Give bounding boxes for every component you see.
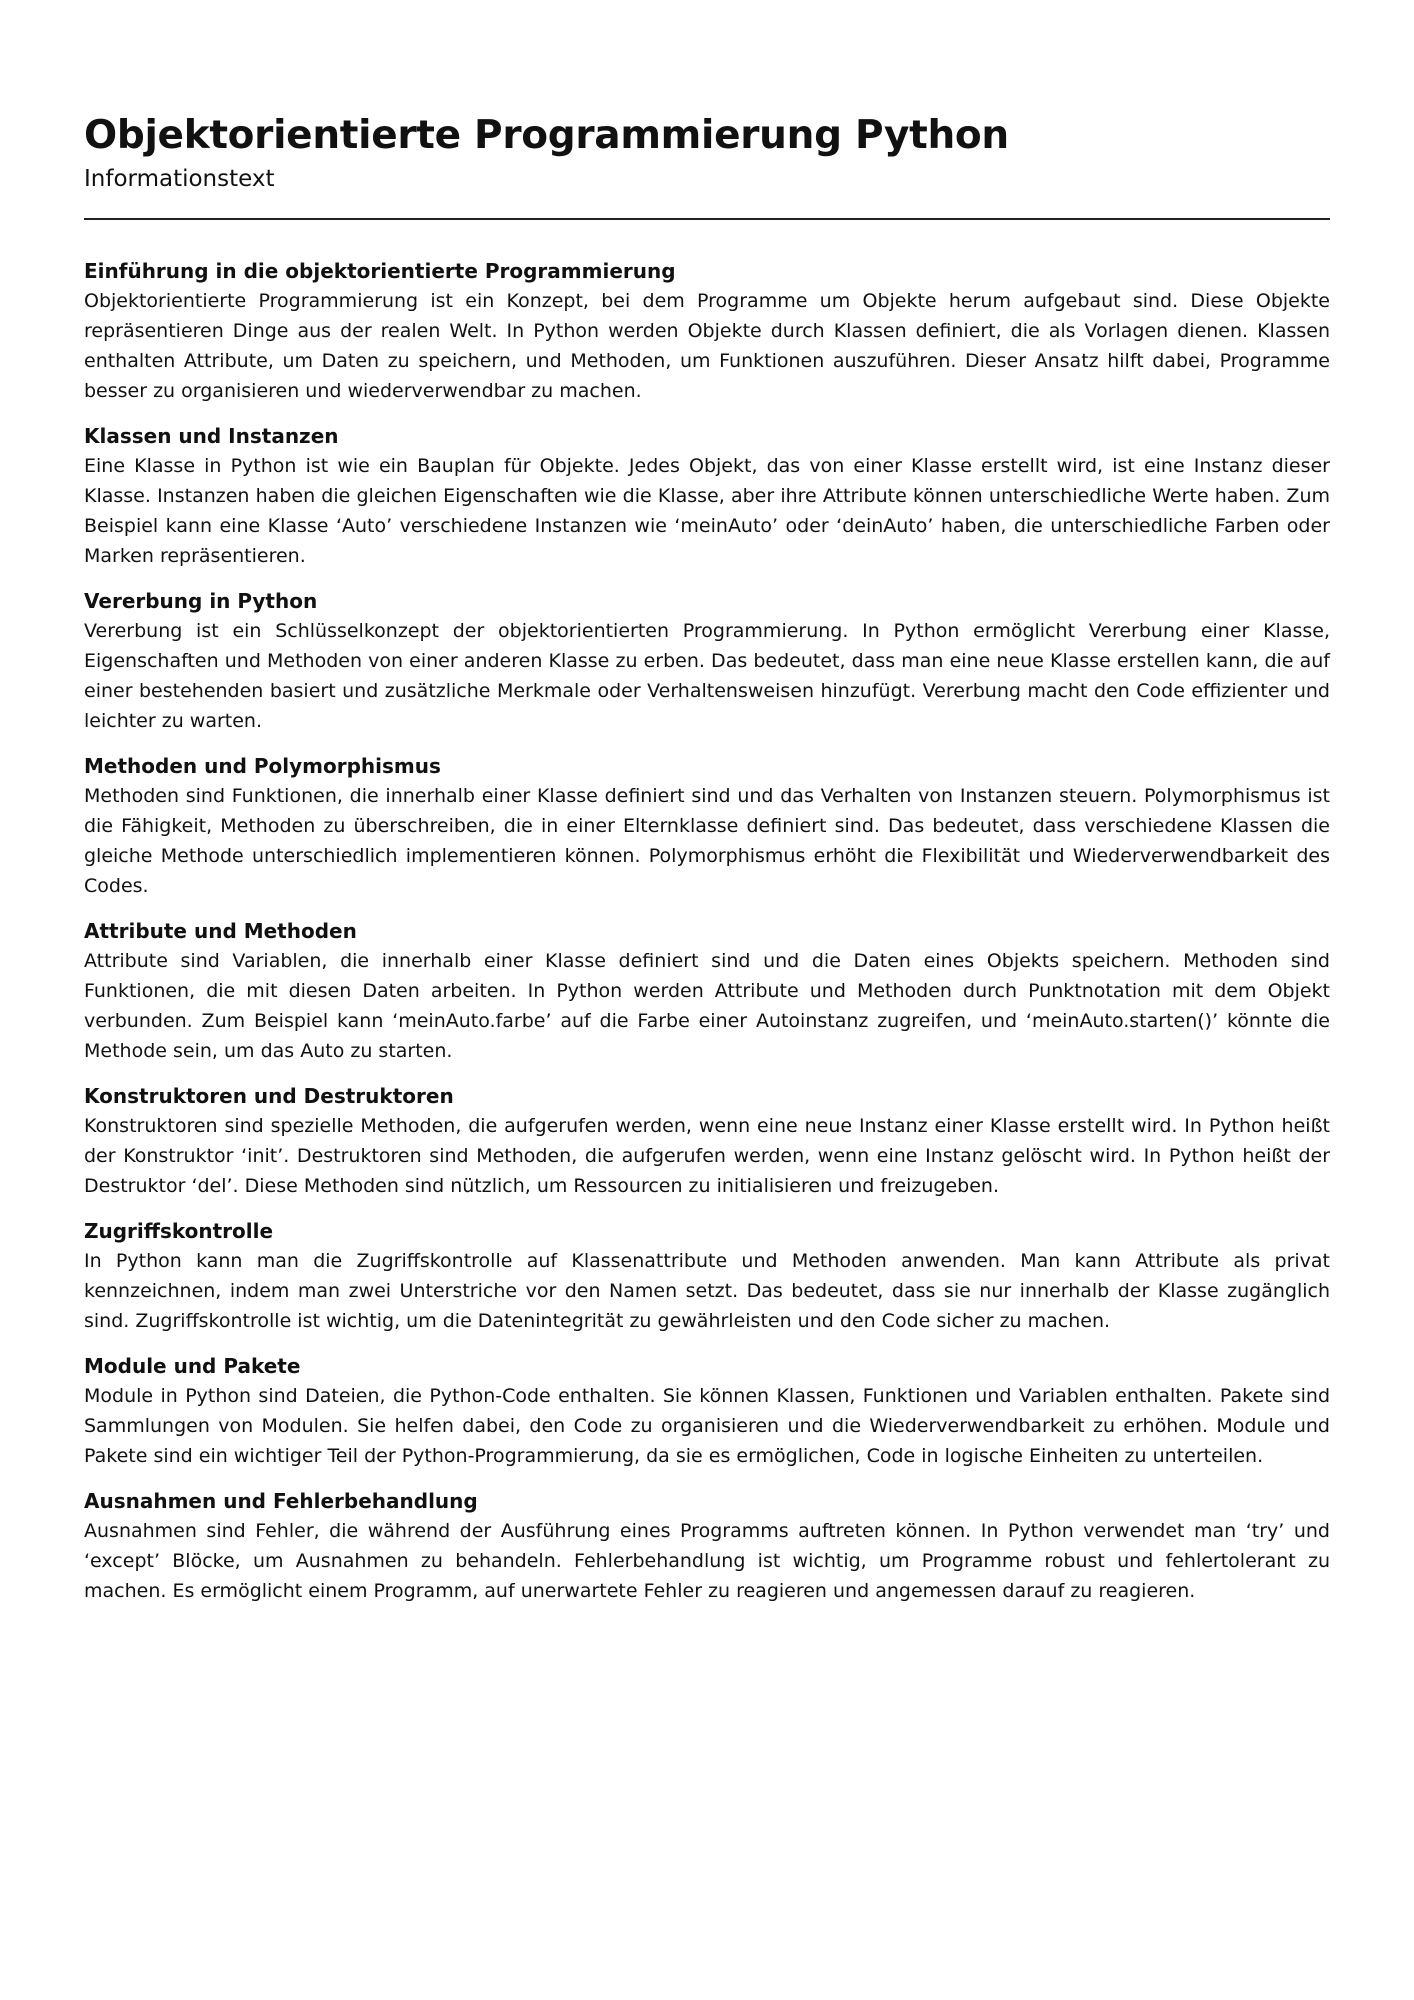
section-konstruktoren (84, 1081, 1330, 1201)
section-heading: Klassen und Instanzen (84, 424, 339, 448)
section-heading: Methoden und Polymorphismus (84, 754, 441, 778)
section-vererbung (84, 586, 1330, 736)
document-subtitle: Informationstext (84, 166, 275, 192)
section-body: Konstruktoren sind spezielle Methoden, die aufgerufen werden, wenn eine neue Instanz einer Klasse erstellt wird. In Python heißt der Konstruktor ‘init’. Destruktoren sind Methoden, die aufgerufen werden, wenn eine Instanz gelöscht wird. In Python heißt der Destruktor ‘del’. Diese Methoden sind nützlich, um Ressourcen zu initialisieren und freizugeben. (84, 1115, 1330, 1197)
section-attribute-methoden (84, 916, 1330, 1066)
section-body: Objektorientierte Programmierung ist ein Konzept, bei dem Programme um Objekte herum aufgebaut sind. Diese Objekte repräsentieren Dinge aus der realen Welt. In Python werden Objekte durch Klassen definiert, die als Vorlagen dienen. Klassen enthalten Attribute, um Daten zu speichern, und Methoden, um Funktionen auszuführen. Dieser Ansatz hilft dabei, Programme besser zu organisieren und wiederverwendbar zu machen. (84, 290, 1330, 402)
section-body: Module in Python sind Dateien, die Python-Code enthalten. Sie können Klassen, Funktionen und Variablen enthalten. Pakete sind Sammlungen von Modulen. Sie helfen dabei, den Code zu organisieren und die Wiederverwendbarkeit zu erhöhen. Module und Pakete sind ein wichtiger Teil der Python-Programmierung, da sie es ermöglichen, Code in logische Einheiten zu unterteilen. (84, 1385, 1330, 1467)
title-divider (84, 218, 1330, 220)
section-klassen-instanzen (84, 421, 1330, 571)
section-heading: Ausnahmen und Fehlerbehandlung (84, 1489, 478, 1513)
section-heading: Attribute und Methoden (84, 919, 357, 943)
section-heading: Konstruktoren und Destruktoren (84, 1084, 454, 1108)
section-ausnahmen (84, 1486, 1330, 1606)
document-page (84, 112, 1330, 1621)
document-title: Objektorientierte Programmierung Python (84, 113, 1009, 158)
section-body: Attribute sind Variablen, die innerhalb einer Klasse definiert sind und die Daten eines Objekts speichern. Methoden sind Funktionen, die mit diesen Daten arbeiten. In Python werden Attribute und Methoden durch Punktnotation mit dem Objekt verbunden. Zum Beispiel kann ‘meinAuto.farbe’ auf die Farbe einer Autoinstanz zugreifen, und ‘meinAuto.starten()’ könnte die Methode sein, um das Auto zu starten. (84, 950, 1330, 1062)
section-heading: Vererbung in Python (84, 589, 318, 613)
section-body: Ausnahmen sind Fehler, die während der Ausführung eines Programms auftreten können. In Python verwendet man ‘try’ und ‘except’ Blöcke, um Ausnahmen zu behandeln. Fehlerbehandlung ist wichtig, um Programme robust und fehlertolerant zu machen. Es ermöglicht einem Programm, auf unerwartete Fehler zu reagieren und angemessen darauf zu reagieren. (84, 1520, 1330, 1602)
section-einfuehrung (84, 256, 1330, 406)
section-methoden-polymorphismus (84, 751, 1330, 901)
section-zugriffskontrolle (84, 1216, 1330, 1336)
section-module-pakete (84, 1351, 1330, 1471)
section-body: Methoden sind Funktionen, die innerhalb einer Klasse definiert sind und das Verhalten von Instanzen steuern. Polymorphismus ist die Fähigkeit, Methoden zu überschreiben, die in einer Elternklasse definiert sind. Das bedeutet, dass verschiedene Klassen die gleiche Methode unterschiedlich implementieren können. Polymorphismus erhöht die Flexibilität und Wiederverwendbarkeit des Codes. (84, 785, 1330, 897)
section-body: Vererbung ist ein Schlüsselkonzept der objektorientierten Programmierung. In Python ermöglicht Vererbung einer Klasse, Eigenschaften und Methoden von einer anderen Klasse zu erben. Das bedeutet, dass man eine neue Klasse erstellen kann, die auf einer bestehenden basiert und zusätzliche Merkmale oder Verhaltensweisen hinzufügt. Vererbung macht den Code effizienter und leichter zu warten. (84, 620, 1330, 732)
section-heading: Zugriffskontrolle (84, 1219, 274, 1243)
section-body: Eine Klasse in Python ist wie ein Bauplan für Objekte. Jedes Objekt, das von einer Klasse erstellt wird, ist eine Instanz dieser Klasse. Instanzen haben die gleichen Eigenschaften wie die Klasse, aber ihre Attribute können unterschiedliche Werte haben. Zum Beispiel kann eine Klasse ‘Auto’ verschiedene Instanzen wie ‘meinAuto’ oder ‘deinAuto’ haben, die unterschiedliche Farben oder Marken repräsentieren. (84, 455, 1330, 567)
section-body: In Python kann man die Zugriffskontrolle auf Klassenattribute und Methoden anwenden. Man kann Attribute als privat kennzeichnen, indem man zwei Unterstriche vor den Namen setzt. Das bedeutet, dass sie nur innerhalb der Klasse zugänglich sind. Zugriffskontrolle ist wichtig, um die Datenintegrität zu gewährleisten und den Code sicher zu machen. (84, 1250, 1330, 1332)
section-heading: Module und Pakete (84, 1354, 301, 1378)
section-heading: Einführung in die objektorientierte Programmierung (84, 259, 676, 283)
